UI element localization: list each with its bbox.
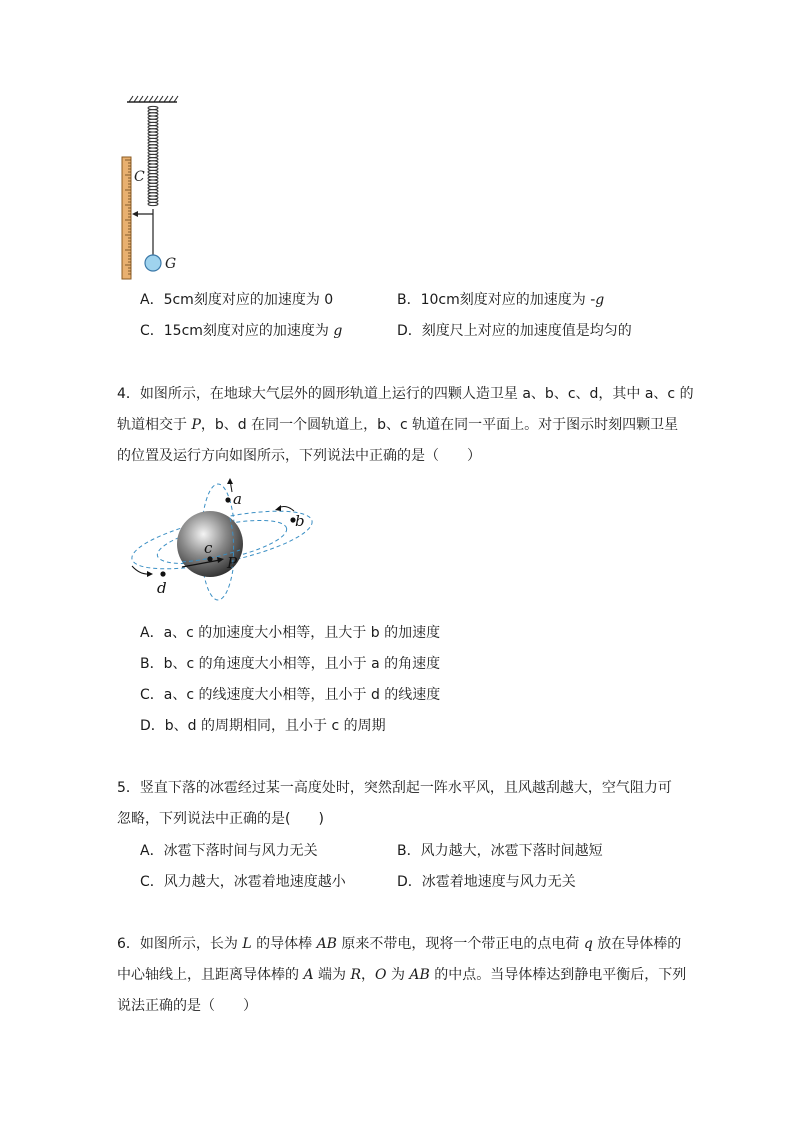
q4-line-2-var: P: [191, 417, 201, 433]
q6-line-3: 说法正确的是（ ）: [117, 998, 257, 1014]
q3-option-d: D．刻度尺上对应的加速度值是均匀的: [397, 323, 632, 339]
q5-option-a: A．冰雹下落时间与风力无关: [140, 843, 318, 859]
q4-option-a: A．a、c 的加速度大小相等，且大于 b 的加速度: [140, 625, 441, 641]
q5-option-c: C．风力越大，冰雹着地速度越小: [140, 874, 346, 890]
svg-text:d: d: [157, 579, 167, 597]
q3-option-c-var: g: [333, 323, 343, 339]
q4-line-2-post: ，b、d 在同一个圆轨道上，b、c 轨道在同一平面上。对于图示时刻四颗卫星: [200, 417, 679, 433]
q6-line-2: 中心轴线上，且距离导体棒的 A 端为 R，O 为 AB 的中点。当导体棒达到静电平衡后，下列: [117, 967, 687, 983]
ball-g: [145, 255, 161, 271]
q3-option-a: A．5cm刻度对应的加速度为 0: [140, 292, 334, 308]
q5-option-d: D．冰雹着地速度与风力无关: [397, 874, 576, 890]
satellite-a: [225, 497, 230, 502]
svg-text:c: c: [204, 539, 213, 557]
satellite-d: [160, 571, 165, 576]
q4-line-1: 4．如图所示，在地球大气层外的圆形轨道上运行的四颗人造卫星 a、b、c、d，其中 a、c 的: [117, 386, 694, 402]
label-g: G: [165, 256, 177, 272]
spring: [148, 106, 158, 205]
svg-text:a: a: [233, 490, 242, 508]
q4-option-d: D．b、d 的周期相同，且小于 c 的周期: [140, 718, 386, 734]
q3-option-c-text: C．15cm刻度对应的加速度为: [140, 323, 334, 339]
q5-line-2: 忽略，下列说法中正确的是( ): [117, 811, 324, 827]
q4-line-2: [117, 415, 678, 435]
q3-option-b-text: B．10cm刻度对应的加速度为 -: [397, 292, 596, 308]
q4-line-2-pre: 轨道相交于: [117, 417, 192, 433]
svg-text:b: b: [295, 512, 305, 530]
satellite-c: [207, 556, 212, 561]
label-c: C: [134, 169, 145, 185]
q4-line-3: 的位置及运行方向如图所示，下列说法中正确的是（ ）: [117, 448, 481, 464]
q3-option-b-var: g: [595, 292, 605, 308]
svg-text:P: P: [227, 554, 238, 572]
q5-line-1: 5．竖直下落的冰雹经过某一高度处时，突然刮起一阵水平风，且风越刮越大，空气阻力可: [117, 780, 672, 796]
satellite-orbits-figure: [122, 478, 322, 606]
q5-option-b: B．风力越大，冰雹下落时间越短: [397, 843, 603, 859]
q4-option-c: C．a、c 的线速度大小相等，且小于 d 的线速度: [140, 687, 441, 703]
q4-option-b: B．b、c 的角速度大小相等，且小于 a 的角速度: [140, 656, 441, 672]
spring-accelerometer-figure: [115, 92, 190, 284]
q6-line-1: 6．如图所示，长为 L 的导体棒 AB 原来不带电，现将一个带正电的点电荷 q 放在导体棒的: [117, 936, 682, 952]
q3-option-b: [397, 290, 604, 310]
q3-option-c: [140, 321, 342, 341]
